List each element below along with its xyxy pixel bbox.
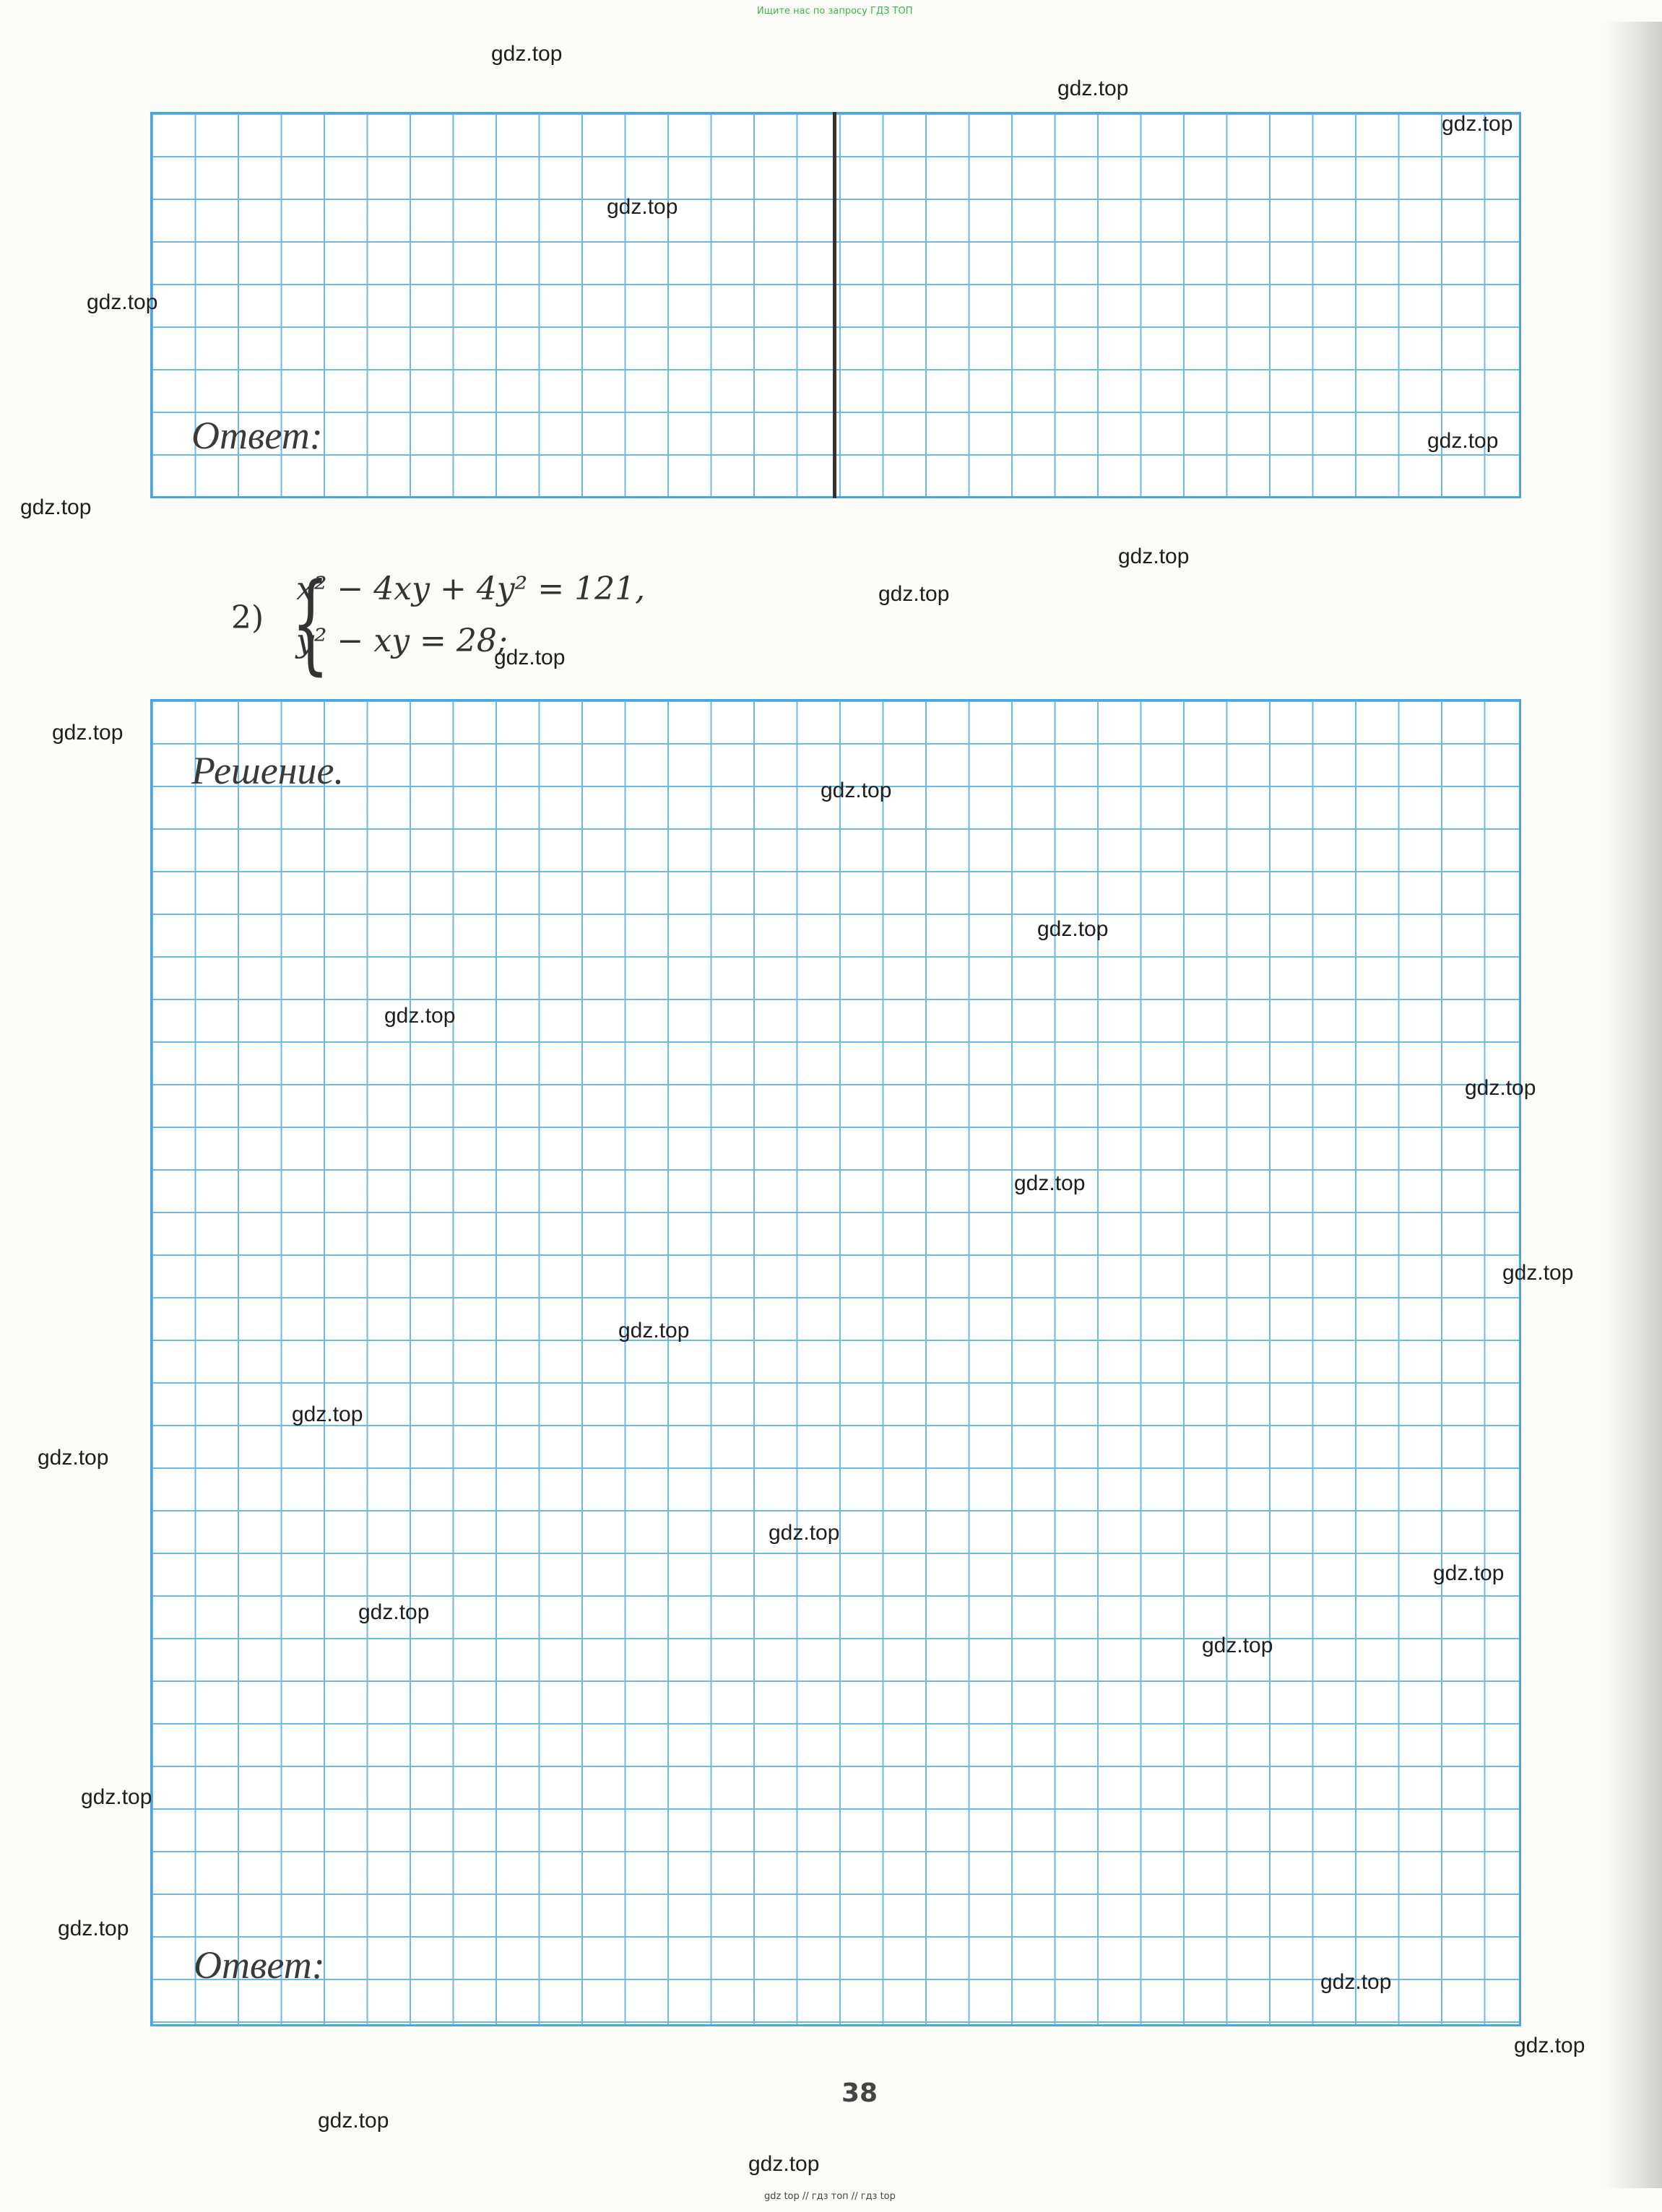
watermark: gdz.top [1465, 1076, 1536, 1100]
solution-label: Решение. [191, 749, 344, 792]
answer-label-bottom: Ответ: [194, 1943, 325, 1987]
top-banner: Ищите нас по запросу ГДЗ ТОП [757, 6, 913, 17]
system-brace: { [291, 560, 329, 686]
watermark: gdz.top [58, 1917, 129, 1940]
watermark: gdz.top [1320, 1970, 1392, 1994]
equation-line-1: x² − 4xy + 4y² = 121, [296, 571, 646, 607]
watermark: gdz.top [748, 2152, 820, 2176]
watermark: gdz.top [1433, 1561, 1505, 1585]
watermark: gdz.top [494, 646, 566, 669]
watermark: gdz.top [821, 778, 892, 802]
watermark: gdz.top [491, 42, 563, 66]
vertical-divider [833, 112, 836, 498]
watermark: gdz.top [87, 290, 158, 314]
equation-line-2: y² − xy = 28; [296, 623, 508, 659]
watermark: gdz.top [1037, 917, 1109, 941]
watermark: gdz.top [1202, 1634, 1273, 1657]
watermark: gdz.top [618, 1319, 690, 1343]
watermark: gdz.top [1057, 77, 1129, 100]
watermark: gdz.top [292, 1402, 363, 1426]
watermark: gdz.top [20, 495, 92, 519]
watermark: gdz.top [1427, 429, 1499, 453]
watermark: gdz.top [318, 2109, 389, 2133]
watermark: gdz.top [358, 1600, 430, 1624]
page-number: 38 [841, 2078, 878, 2108]
watermark: gdz.top [878, 582, 950, 606]
watermark: gdz.top [1514, 2034, 1585, 2057]
watermark: gdz.top [384, 1004, 456, 1028]
answer-label-top: Ответ: [191, 414, 323, 457]
problem-number: 2) [231, 599, 264, 636]
page-edge-shadow [1604, 22, 1662, 2188]
watermark: gdz.top [1014, 1171, 1086, 1195]
bottom-banner: gdz top // гдз топ // гдз top [764, 2191, 896, 2202]
grid-area-solution [150, 699, 1521, 2026]
watermark: gdz.top [52, 721, 124, 745]
watermark: gdz.top [38, 1446, 109, 1470]
watermark: gdz.top [607, 195, 678, 219]
watermark: gdz.top [1442, 112, 1513, 136]
watermark: gdz.top [81, 1785, 152, 1809]
watermark: gdz.top [1502, 1261, 1574, 1285]
watermark: gdz.top [1118, 545, 1190, 568]
watermark: gdz.top [769, 1521, 840, 1545]
